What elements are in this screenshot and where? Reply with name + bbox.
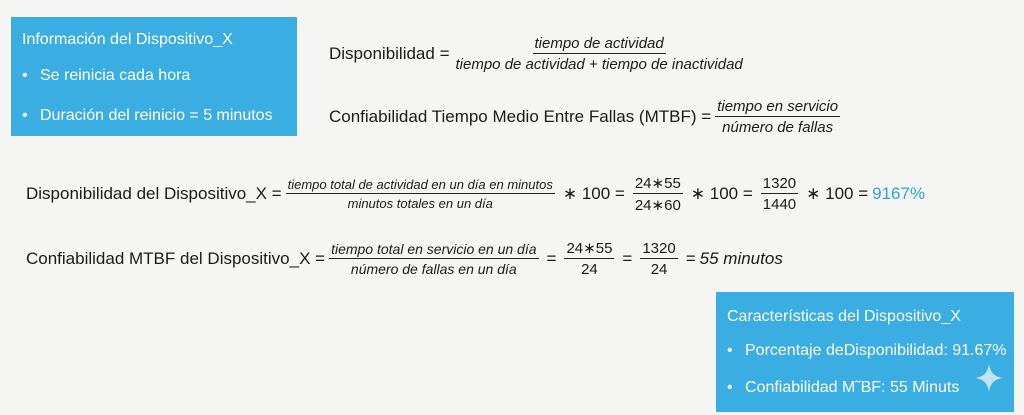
operator: ∗ 100 = [806,184,869,203]
calc-fraction-2 [633,174,683,214]
availability-result: 9167% [872,184,926,203]
device-info-title: Información del Dispositivo_X [22,31,233,48]
sparkle-icon [974,363,1004,398]
bullet-text: Se reinicia cada hora [40,67,191,84]
device-characteristics-bullet [727,378,1014,398]
device-characteristics-bullet [727,341,1014,361]
operator: ∗ 100 = [690,184,753,203]
operator: ∗ 100 = [562,184,625,203]
device-characteristics-box [716,292,1014,412]
calc-fraction-3 [640,240,677,278]
mtbf-lhs: Confiabilidad Tiempo Medio Entre Fallas (MTBF) = [329,107,712,126]
fraction-numerator: 24∗55 [634,175,681,192]
fraction-numerator: tiempo total en servicio en un día [331,240,537,257]
calc-fraction-1 [286,177,555,211]
mtbf-formula [329,98,844,136]
fraction-denominator: 1440 [762,196,797,213]
fraction-denominator: minutos totales en un día [347,196,493,211]
fraction-denominator: tiempo de actividad + tiempo de inactividad [455,56,743,73]
availability-formula [329,35,749,73]
availability-fraction [454,35,745,73]
bullet-dot: • [727,342,733,359]
device-characteristics-title: Características del Dispositivo_X [727,308,961,325]
fraction-numerator: 1320 [642,239,676,257]
availability-calculation [26,174,925,214]
mtbf-result: 55 minutos [699,248,783,268]
device-info-bullet [22,66,297,86]
operator: = [546,248,557,268]
bullet-dot: • [22,67,28,84]
calc-fraction-3 [761,175,798,213]
fraction-denominator: 24∗60 [634,197,681,214]
bullet-text: Duración del reinicio = 5 minutos [40,107,273,124]
fraction-denominator: 24 [581,261,598,278]
bullet-dot: • [727,379,733,396]
mtbf-calculation [26,239,783,278]
fraction-denominator: número de fallas [722,119,834,136]
bullet-text: Porcentaje deDisponibilidad: 91.67% [745,342,1007,359]
fraction-numerator: tiempo de actividad [534,35,664,52]
calc-mtbf-lhs: Confiabilidad MTBF del Dispositivo_X = [26,248,326,268]
bullet-text: Confiabilidad M˜BF: 55 Minuts [745,379,960,396]
fraction-numerator: tiempo total de actividad en un día en minutos [287,177,553,192]
calc-fraction-1 [329,241,538,277]
fraction-numerator: 24∗55 [566,240,613,257]
device-info-bullet [22,106,297,126]
mtbf-fraction [715,98,840,136]
calc-availability-lhs: Disponibilidad del Dispositivo_X = [26,184,282,203]
device-info-box [11,17,297,136]
bullet-dot: • [22,107,28,124]
operator: = [685,248,696,268]
fraction-numerator: 1320 [762,175,797,192]
availability-lhs: Disponibilidad = [329,44,450,63]
fraction-denominator: número de fallas en un día [350,260,517,277]
fraction-denominator: 24 [650,260,668,278]
fraction-numerator: tiempo en servicio [717,98,839,115]
calc-fraction-2 [564,239,614,278]
operator: = [622,248,633,268]
